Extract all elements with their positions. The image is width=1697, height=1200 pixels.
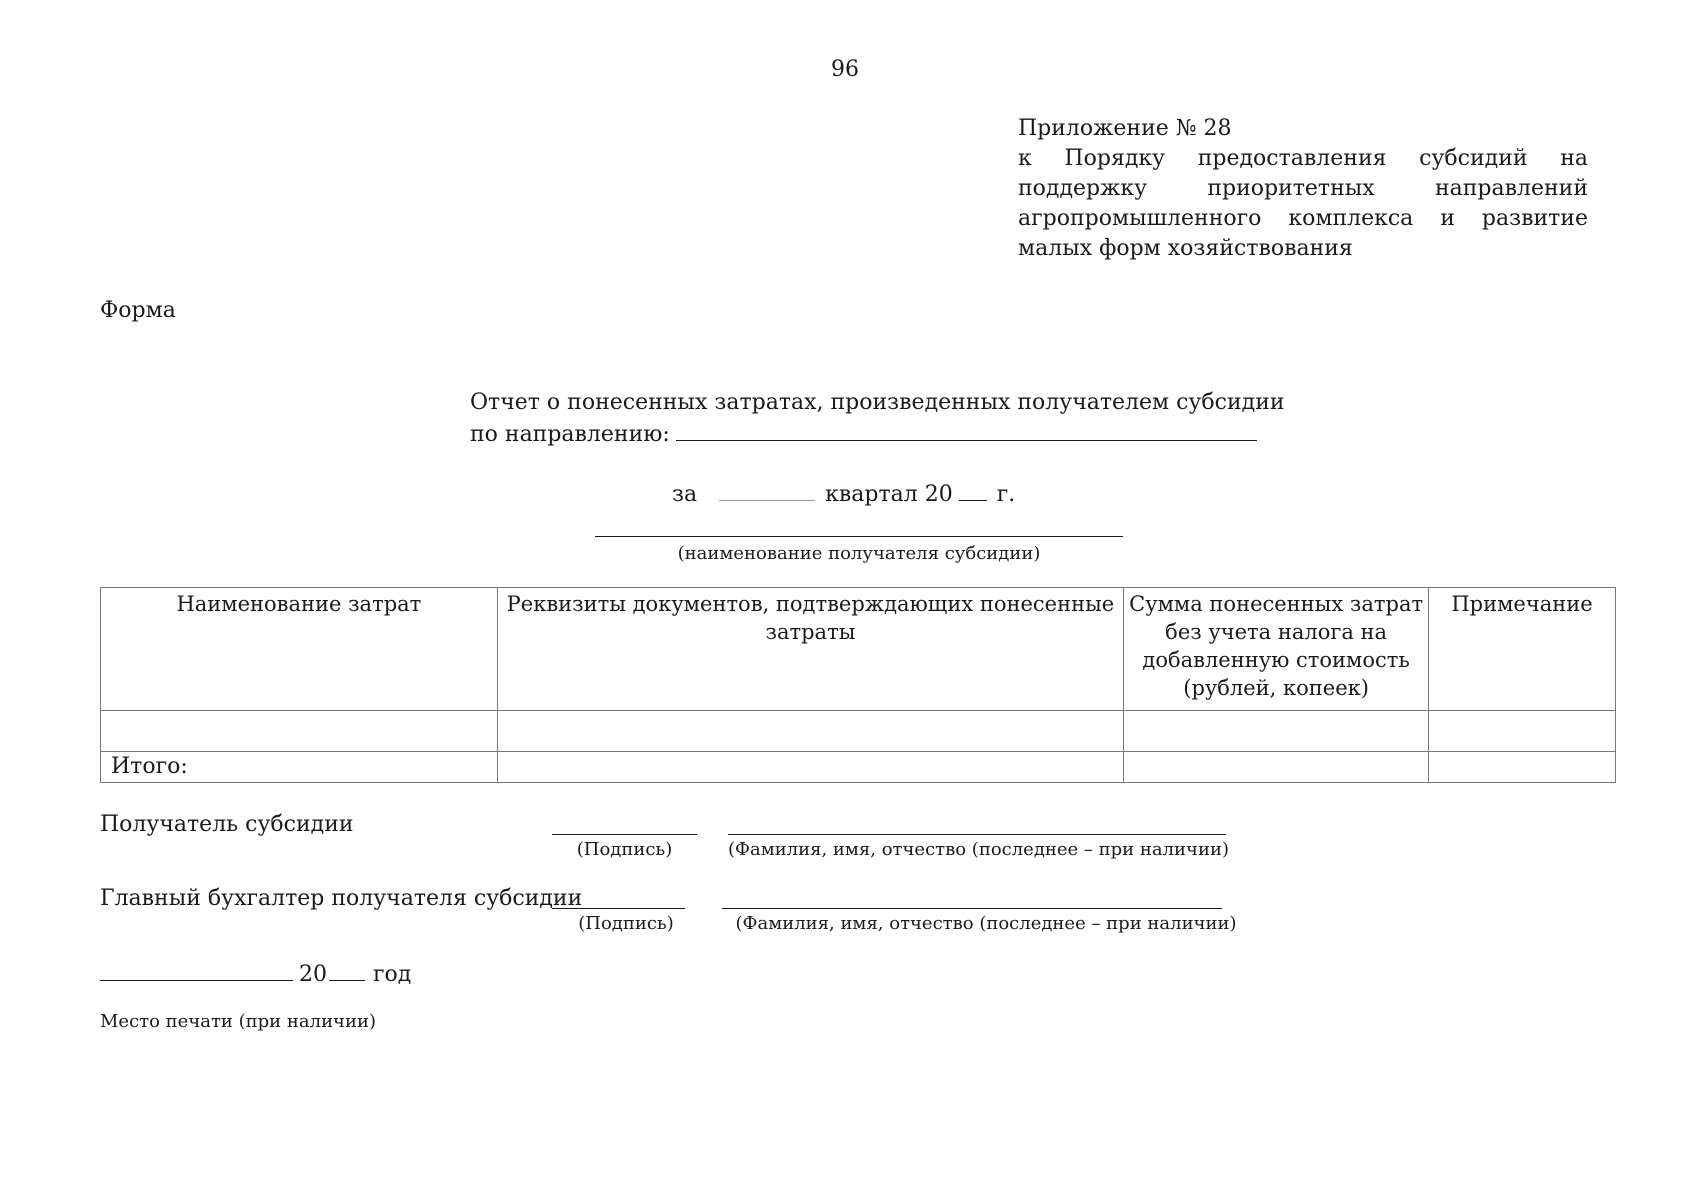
date-year-prefix: 20 (299, 962, 327, 987)
date-year-blank-field[interactable] (329, 960, 365, 981)
date-blank-field[interactable] (100, 960, 293, 981)
cost-table (100, 587, 1616, 783)
year-blank-field[interactable] (959, 480, 987, 501)
cell-amount[interactable] (1124, 711, 1429, 752)
total-cell-amount[interactable] (1124, 752, 1429, 783)
table-header-row (101, 588, 1616, 711)
appendix-text: к Порядку предоставления субсидий на поддержку приоритетных направлений агропромышленного комплекса и развитие малых форм хозяйствования (1018, 146, 1588, 261)
appendix-block (1018, 114, 1588, 264)
accountant-name-field[interactable] (722, 908, 1222, 909)
cell-note[interactable] (1429, 711, 1616, 752)
cell-documents[interactable] (497, 711, 1124, 752)
header-amount: Сумма понесенных затрат без учета налога на добавленную стоимость (рублей, копеек) (1124, 588, 1429, 711)
recipient-caption: (наименование получателя субсидии) (677, 543, 1041, 564)
date-year-suffix: год (373, 962, 412, 987)
total-label: Итого: (101, 752, 498, 783)
quarter-blank-field[interactable] (719, 480, 815, 501)
date-line (100, 960, 411, 987)
report-title-line1: Отчет о понесенных затратах, произведенных получателем субсидии (470, 390, 1285, 415)
recipient-name-caption: (Фамилия, имя, отчество (последнее – при наличии) (728, 839, 1229, 860)
header-cost-name: Наименование затрат (101, 588, 498, 711)
table-total-row (101, 752, 1616, 783)
cell-cost-name[interactable] (101, 711, 498, 752)
recipient-blank-field[interactable] (595, 536, 1123, 537)
total-cell-note[interactable] (1429, 752, 1616, 783)
stamp-place-label: Место печати (при наличии) (100, 1011, 376, 1032)
page-number: 96 (831, 57, 859, 82)
header-documents: Реквизиты документов, подтверждающих понесенные затраты (497, 588, 1124, 711)
quarter-line (672, 480, 1015, 507)
accountant-label: Главный бухгалтер получателя субсидии (100, 886, 583, 911)
direction-blank-field[interactable] (676, 418, 1257, 441)
accountant-signature-caption: (Подпись) (578, 913, 674, 934)
report-direction-line (470, 418, 1285, 450)
header-note: Примечание (1429, 588, 1616, 711)
report-title (470, 388, 1285, 450)
form-label: Форма (100, 298, 176, 323)
quarter-middle: квартал 20 (825, 482, 953, 507)
table-row (101, 711, 1616, 752)
recipient-signature-field[interactable] (552, 834, 697, 835)
recipient-name-field[interactable] (728, 834, 1226, 835)
appendix-title: Приложение № 28 (1018, 116, 1232, 141)
recipient-label: Получатель субсидии (100, 812, 354, 837)
accountant-signature-field[interactable] (552, 908, 685, 909)
accountant-name-caption: (Фамилия, имя, отчество (последнее – при наличии) (735, 913, 1237, 934)
recipient-signature-caption: (Подпись) (576, 839, 673, 860)
quarter-prefix: за (672, 482, 698, 507)
quarter-suffix: г. (996, 482, 1016, 507)
total-cell-documents[interactable] (497, 752, 1124, 783)
direction-label: по направлению: (470, 422, 670, 447)
